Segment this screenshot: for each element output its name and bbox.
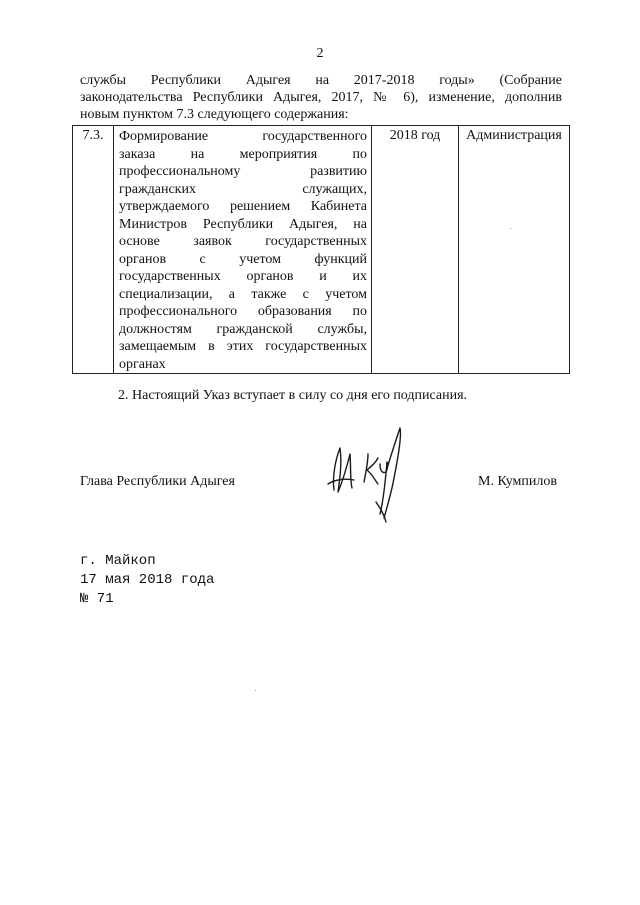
table-row [73, 126, 570, 374]
item-number: 7.3. [73, 126, 114, 374]
description-line: Формирование государственного [119, 129, 367, 144]
description-line: замещаемым в этих государственных [119, 339, 367, 354]
description-line: заказа на мероприятия по [119, 146, 367, 162]
item-year: 2018 год [372, 126, 459, 374]
scan-speck [510, 228, 511, 229]
intro-line: законодательства Республики Адыгея, 2017, № 6), изменение, дополнив [80, 90, 562, 105]
description-line: Министров Республики Адыгея, на [119, 216, 367, 232]
footer-date: 17 мая 2018 года [80, 572, 215, 588]
description-line: утверждаемого решением Кабинета [119, 199, 367, 214]
description-line: профессиональному развитию [119, 164, 367, 179]
intro-line: новым пунктом 7.3 следующего содержания: [80, 107, 349, 122]
paragraph-2: 2. Настоящий Указ вступает в силу со дня его подписания. [118, 388, 468, 403]
amendment-table [72, 125, 570, 374]
description-line: основе заявок государственных [119, 234, 367, 249]
intro-paragraph [80, 72, 562, 123]
footer-city: г. Майкоп [80, 553, 156, 569]
document-footer [80, 552, 214, 609]
description-line: органах [119, 356, 166, 372]
page-number: 2 [316, 46, 324, 61]
item-description [114, 126, 372, 374]
description-line: специализации, а также с учетом [119, 286, 367, 302]
description-line: органов с учетом функций [119, 251, 367, 267]
description-line: должностям гражданской службы, [119, 321, 367, 337]
description-line: государственных органов и их [119, 269, 367, 284]
footer-number: № 71 [80, 591, 114, 607]
handwritten-signature [320, 418, 410, 528]
intro-line: службы Республики Адыгея на 2017-2018 годы» (Собрание [80, 73, 562, 88]
item-responsible: Администрация [459, 126, 570, 374]
description-line: профессионального образования по [119, 304, 367, 319]
signatory-name: М. Кумпилов [478, 474, 557, 489]
signatory-title: Глава Республики Адыгея [80, 474, 235, 489]
scan-speck [255, 690, 256, 691]
description-line: гражданских служащих, [119, 181, 367, 197]
